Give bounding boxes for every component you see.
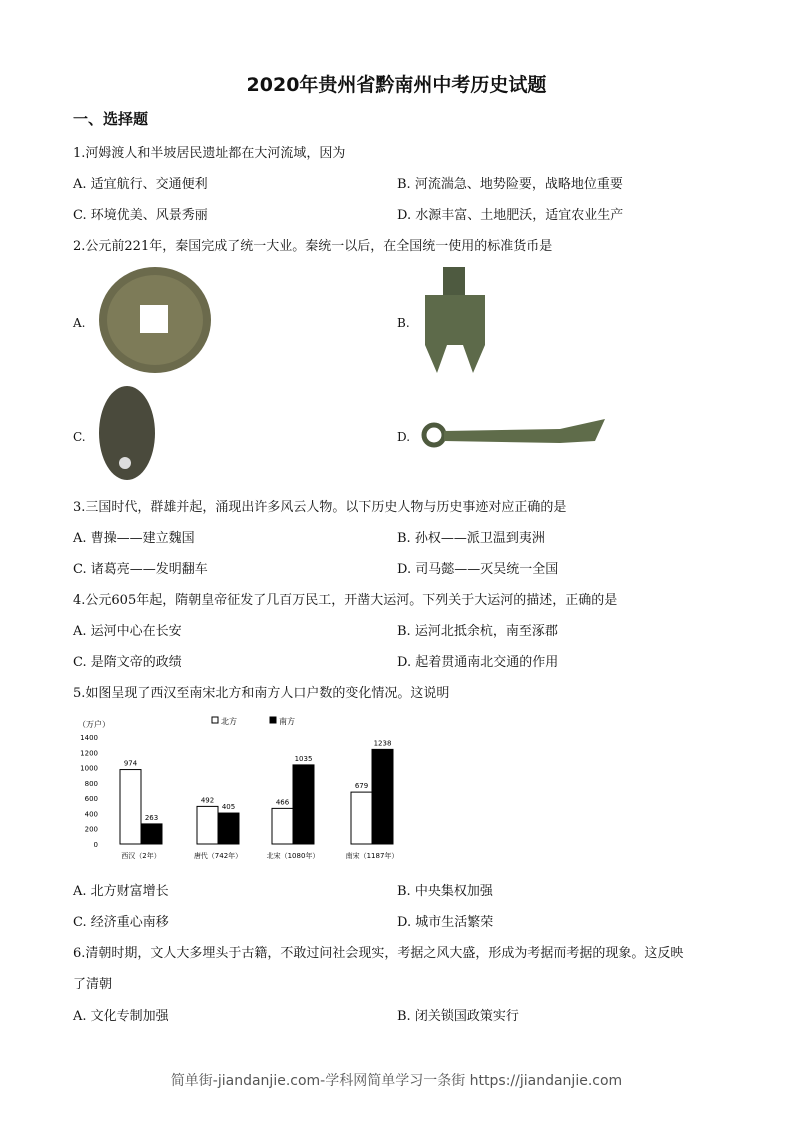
q6-option-b: B. 闭关锁国政策实行 (397, 1009, 519, 1024)
bar (120, 770, 141, 844)
q2-option-c: C. (73, 430, 86, 444)
data-label: 1238 (373, 739, 392, 748)
y-tick-label: 800 (84, 779, 98, 788)
y-tick-label: 1400 (80, 734, 98, 742)
y-tick-label: 200 (84, 825, 98, 834)
q5-option-a: A. 北方财富增长 (73, 884, 169, 899)
q5-option-b: B. 中央集权加强 (397, 884, 493, 899)
bar (141, 824, 162, 844)
question-1: 1.河姆渡人和半坡居民遗址都在大河流域，因为 (73, 146, 346, 161)
bar (218, 813, 239, 844)
q1-option-a: A. 适宜航行、交通便利 (73, 177, 208, 192)
y-tick-label: 600 (84, 795, 98, 804)
data-label: 1035 (294, 754, 313, 763)
question-2: 2.公元前221年，秦国完成了统一大业。秦统一以后，在全国统一使用的标准货币是 (73, 239, 553, 254)
spade-coin-image (415, 265, 495, 377)
question-4: 4.公元605年起，隋朝皇帝征发了几百万民工，开凿大运河。下列关于大运河的描述，正确的是 (73, 593, 618, 608)
q4-option-c: C. 是隋文帝的政绩 (73, 655, 182, 670)
x-tick-label: 唐代（742年） (193, 852, 243, 860)
data-label: 492 (200, 796, 215, 805)
legend-label: 北方 (221, 717, 237, 726)
data-label: 263 (144, 813, 159, 822)
q2-option-d: D. (397, 430, 411, 444)
q3-option-c: C. 诸葛亮——发明翻车 (73, 562, 208, 577)
bar (372, 749, 393, 844)
q3-option-b: B. 孙权——派卫温到夷洲 (397, 531, 545, 546)
y-tick-label: 1200 (80, 749, 98, 758)
question-6-cont: 了清朝 (73, 977, 113, 992)
x-tick-label: 北宋（1080年） (266, 852, 320, 860)
x-tick-label: 西汉（2年） (121, 852, 161, 860)
bar (293, 765, 314, 844)
q2-option-b: B. (397, 316, 410, 330)
question-5: 5.如图呈现了西汉至南宋北方和南方人口户数的变化情况。这说明 (73, 686, 450, 701)
section-heading: 一、选择题 (73, 110, 149, 128)
q6-option-a: A. 文化专制加强 (73, 1009, 169, 1024)
q3-option-d: D. 司马懿——灭吴统一全国 (397, 562, 559, 577)
q4-option-b: B. 运河北抵余杭，南至涿郡 (397, 624, 558, 639)
q1-option-b: B. 河流湍急、地势险要，战略地位重要 (397, 177, 623, 192)
q1-option-d: D. 水源丰富、土地肥沃，适宜农业生产 (397, 208, 624, 223)
q2-option-a: A. (73, 316, 86, 330)
q3-option-a: A. 曹操——建立魏国 (73, 531, 195, 546)
y-tick-label: 400 (84, 810, 98, 819)
y-tick-label: 1000 (80, 764, 98, 773)
data-label: 466 (275, 798, 290, 807)
data-label: 679 (354, 782, 369, 791)
chart-unit-label: （万户） (78, 720, 110, 729)
population-chart (70, 705, 410, 865)
legend-swatch (270, 717, 276, 723)
data-label: 405 (221, 803, 236, 812)
y-tick-label: 0 (93, 841, 98, 849)
page-title: 2020年贵州省黔南州中考历史试题 (246, 74, 547, 96)
x-tick-label: 南宋（1187年） (345, 852, 399, 860)
q4-option-a: A. 运河中心在长安 (73, 624, 182, 639)
footer-watermark: 简单街-jiandanjie.com-学科网简单学习一条街 https://jiandanjie.com (170, 1073, 623, 1089)
ban-liang-coin-image (95, 265, 215, 375)
ant-nose-coin-image (95, 383, 160, 483)
bar (272, 808, 293, 844)
legend-label: 南方 (279, 717, 295, 726)
legend-swatch (212, 717, 218, 723)
bar (197, 806, 218, 844)
q5-option-d: D. 城市生活繁荣 (397, 915, 494, 930)
q5-option-c: C. 经济重心南移 (73, 915, 169, 930)
question-6: 6.清朝时期，文人大多埋头于古籍，不敢过问社会现实，考据之风大盛，形成为考据而考据的现象。这反映 (73, 946, 684, 961)
q4-option-d: D. 起着贯通南北交通的作用 (397, 655, 559, 670)
q1-option-c: C. 环境优美、风景秀丽 (73, 208, 208, 223)
question-3: 3.三国时代，群雄并起，涌现出许多风云人物。以下历史人物与历史事迹对应正确的是 (73, 500, 567, 515)
knife-coin-image (420, 415, 610, 455)
data-label: 974 (123, 759, 138, 768)
bar (351, 792, 372, 844)
